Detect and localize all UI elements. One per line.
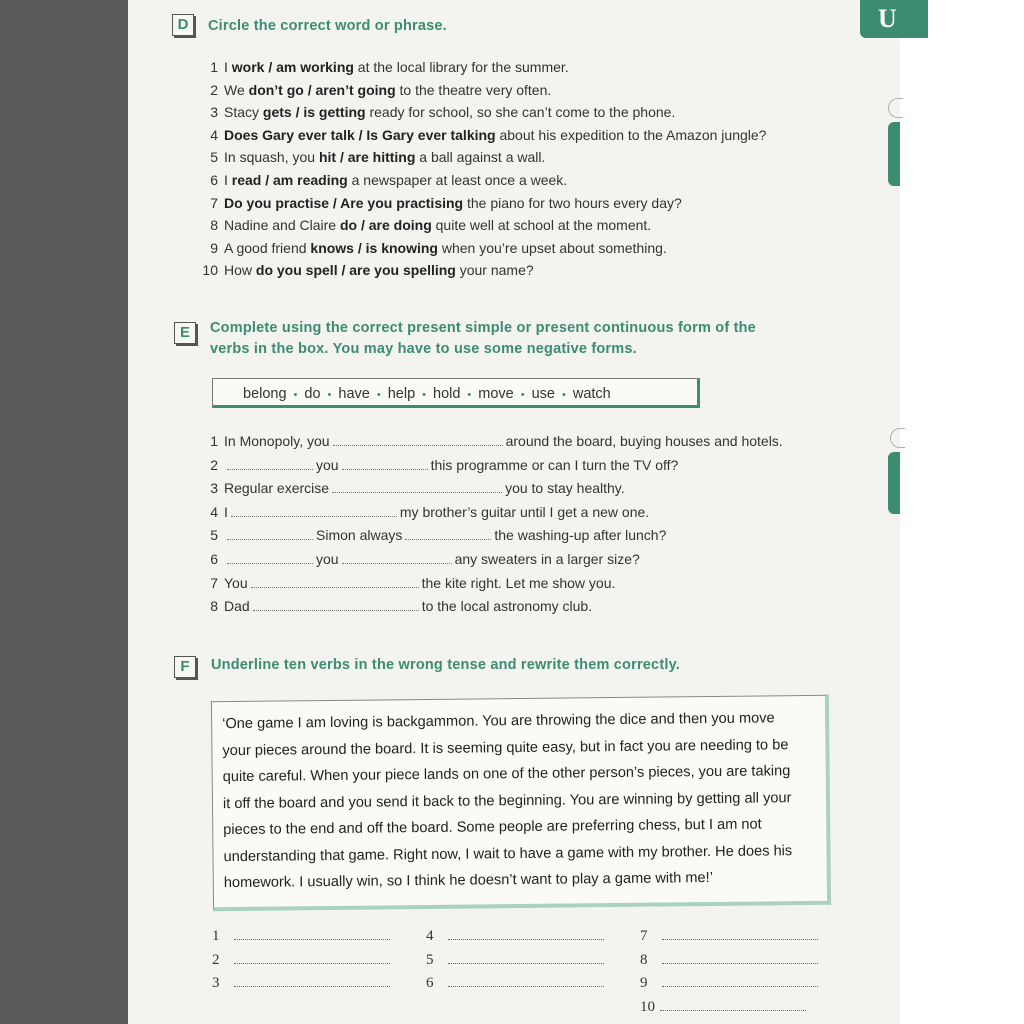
blank-line (342, 459, 428, 470)
e-item (196, 457, 678, 473)
box-word: watch (572, 386, 611, 402)
item-number: 10 (202, 262, 218, 279)
blank-line (251, 577, 419, 588)
answer-number: 9 (640, 975, 648, 991)
e-item (196, 527, 666, 543)
choice-options: don’t go / aren’t going (248, 81, 396, 98)
answer-line (448, 953, 604, 964)
blank-line (405, 529, 491, 540)
d-item (196, 217, 651, 233)
answer-number: 3 (212, 975, 220, 991)
d-item (196, 149, 545, 165)
bullet-icon: • (327, 389, 332, 401)
item-text: quite well at school at the moment. (431, 217, 652, 234)
left-background (0, 0, 128, 1024)
d-item (196, 195, 682, 211)
answer-number: 8 (640, 951, 648, 968)
answer-item (640, 999, 806, 1016)
answer-number: 6 (426, 975, 434, 991)
blank-line (227, 553, 313, 564)
section-e-title-line1: Complete using the correct present simple or present continuous form of the (210, 320, 756, 336)
choice-options: read / am reading (231, 172, 348, 188)
answer-line (234, 929, 390, 940)
item-text: You (224, 574, 248, 591)
answer-item (212, 928, 390, 945)
passage-line: pieces to the end and off the board. Some people are preferring chess, but I am not (223, 816, 762, 839)
item-number: 7 (210, 574, 218, 591)
item-number: 1 (210, 59, 218, 75)
box-word: do (304, 386, 321, 402)
choice-options: gets / is getting (262, 104, 366, 121)
section-d-title: Circle the correct word or phrase. (208, 18, 447, 34)
answer-item (426, 975, 604, 992)
answer-item (426, 952, 604, 969)
choice-options: Do you practise / Are you practising (224, 194, 464, 211)
item-number: 6 (210, 172, 218, 188)
item-text: when you’re upset about something. (437, 239, 667, 256)
passage-line: it off the board and you send it back to the beginning. You are winning by getting all your (222, 789, 792, 812)
answer-item (426, 928, 604, 945)
d-item (196, 104, 675, 120)
box-word: hold (433, 386, 461, 402)
e-item (196, 575, 615, 591)
box-word: use (531, 386, 555, 402)
passage-line: ‘One game I am loving is backgammon. You are throwing the dice and then you move (222, 710, 775, 733)
section-e-badge: E (174, 322, 196, 344)
box-word: have (338, 386, 370, 402)
answer-line (448, 976, 604, 987)
e-item (196, 598, 592, 614)
answer-line (662, 953, 818, 964)
answer-item (212, 952, 390, 969)
answer-number: 4 (426, 928, 434, 944)
item-text: I (224, 59, 232, 75)
item-text: a newspaper at least once a week. (347, 172, 568, 188)
item-text: A good friend (224, 239, 311, 256)
choice-options: hit / are hitting (318, 149, 416, 166)
facing-page-tab-2 (888, 452, 900, 514)
bullet-icon: • (467, 389, 472, 401)
section-d-badge: D (172, 14, 194, 36)
answer-number: 1 (212, 928, 220, 944)
d-item (196, 172, 567, 188)
bullet-icon: • (562, 389, 566, 401)
answer-number: 10 (640, 998, 655, 1015)
passage-line: understanding that game. Right now, I wait to have a game with my brother. He does his (223, 842, 793, 865)
item-text: around the board, buying houses and hotels. (505, 433, 783, 449)
item-text: at the local library for the summer. (353, 59, 569, 75)
facing-page-tab-1 (888, 122, 900, 186)
item-number: 9 (210, 239, 218, 256)
item-text: Simon always (316, 527, 403, 544)
item-number: 8 (210, 217, 218, 234)
item-text: my brother’s guitar until I get a new one. (399, 503, 650, 520)
item-text: ready for school, so she can’t come to the phone. (365, 104, 676, 121)
answer-item (212, 975, 390, 992)
item-text: Nadine and Claire (224, 217, 340, 234)
item-text: How (224, 262, 256, 279)
item-number: 8 (210, 598, 218, 615)
item-text: We (224, 81, 249, 98)
section-e-title-line2: verbs in the box. You may have to use some negative forms. (210, 341, 637, 357)
item-text: Stacy (224, 104, 263, 121)
item-text: you to stay healthy. (505, 480, 625, 497)
choice-options: do / are doing (339, 217, 432, 234)
section-f-title: Underline ten verbs in the wrong tense and rewrite them correctly. (211, 657, 680, 673)
blank-line (332, 482, 502, 493)
item-text: a ball against a wall. (415, 149, 546, 166)
e-item (196, 433, 783, 449)
item-number: 6 (210, 551, 218, 567)
section-f-badge: F (174, 656, 196, 678)
choice-options: work / am working (231, 59, 354, 75)
passage-line: homework. I usually win, so I think he doesn’t want to play a game with me!’ (223, 869, 714, 892)
word-box (212, 378, 700, 408)
bullet-icon: • (293, 389, 298, 401)
bullet-icon: • (520, 389, 525, 401)
item-number: 5 (210, 527, 218, 544)
blank-line (342, 553, 452, 564)
passage-box (211, 695, 831, 911)
item-number: 4 (210, 126, 218, 143)
item-text: you (316, 551, 339, 567)
blank-line (333, 435, 503, 446)
facing-page-mark-1 (888, 98, 903, 118)
answer-line (660, 1000, 806, 1011)
answer-line (662, 929, 818, 940)
answer-item (640, 928, 818, 945)
choice-options: knows / is knowing (310, 239, 438, 256)
item-text: any sweaters in a larger size? (454, 551, 640, 567)
box-word: move (478, 386, 514, 402)
item-text: your name? (455, 262, 534, 279)
blank-line (227, 459, 313, 470)
bullet-icon: • (376, 389, 381, 401)
bullet-icon: • (422, 389, 426, 401)
blank-line (253, 600, 419, 611)
answer-number: 7 (640, 928, 648, 944)
item-number: 1 (210, 433, 218, 449)
item-text: In squash, you (224, 149, 319, 166)
item-text: In Monopoly, you (224, 433, 330, 449)
answer-item (640, 975, 818, 992)
passage-line: your pieces around the board. It is seeming quite easy, but in fact you are needing to be (222, 736, 789, 759)
d-item (196, 82, 551, 98)
e-item (196, 480, 625, 496)
unit-tab: U (860, 0, 928, 38)
item-text: I (224, 503, 228, 520)
e-item (196, 504, 649, 520)
answer-line (662, 976, 818, 987)
item-text: you (316, 456, 339, 473)
d-item (196, 240, 667, 256)
item-number: 4 (210, 503, 218, 520)
item-text: Regular exercise (224, 480, 330, 497)
item-text: the washing-up after lunch? (494, 527, 667, 544)
answer-number: 2 (212, 951, 220, 968)
item-number: 3 (210, 480, 218, 497)
box-word: belong (243, 386, 287, 402)
facing-page-edge (900, 0, 1024, 1024)
item-text: to the local astronomy club. (421, 598, 593, 615)
answer-line (234, 976, 390, 987)
facing-page-mark-2 (890, 428, 905, 448)
blank-line (227, 529, 313, 540)
item-number: 2 (210, 456, 218, 473)
item-text: I (224, 172, 232, 188)
item-text: this programme or can I turn the TV off? (430, 456, 679, 473)
item-number: 3 (210, 104, 218, 121)
answer-line (234, 953, 390, 964)
d-item (196, 127, 766, 143)
item-text: to the theatre very often. (395, 81, 552, 98)
choice-options: do you spell / are you spelling (255, 262, 456, 279)
box-word: help (387, 386, 416, 402)
answer-line (448, 929, 604, 940)
d-item (196, 262, 534, 278)
item-number: 2 (210, 81, 218, 98)
item-text: Dad (224, 598, 250, 615)
d-item (196, 59, 569, 75)
item-text: about his expedition to the Amazon jungle? (495, 126, 767, 143)
item-text: the piano for two hours every day? (463, 194, 682, 211)
answer-item (640, 952, 818, 969)
answer-number: 5 (426, 951, 434, 968)
choice-options: Does Gary ever talk / Is Gary ever talking (224, 126, 496, 143)
item-number: 5 (210, 149, 218, 166)
passage-line: quite careful. When your piece lands on one of the other person’s pieces, you are taking (222, 763, 791, 786)
blank-line (231, 506, 397, 517)
e-item (196, 551, 640, 567)
item-number: 7 (210, 194, 218, 211)
item-text: the kite right. Let me show you. (421, 574, 616, 591)
